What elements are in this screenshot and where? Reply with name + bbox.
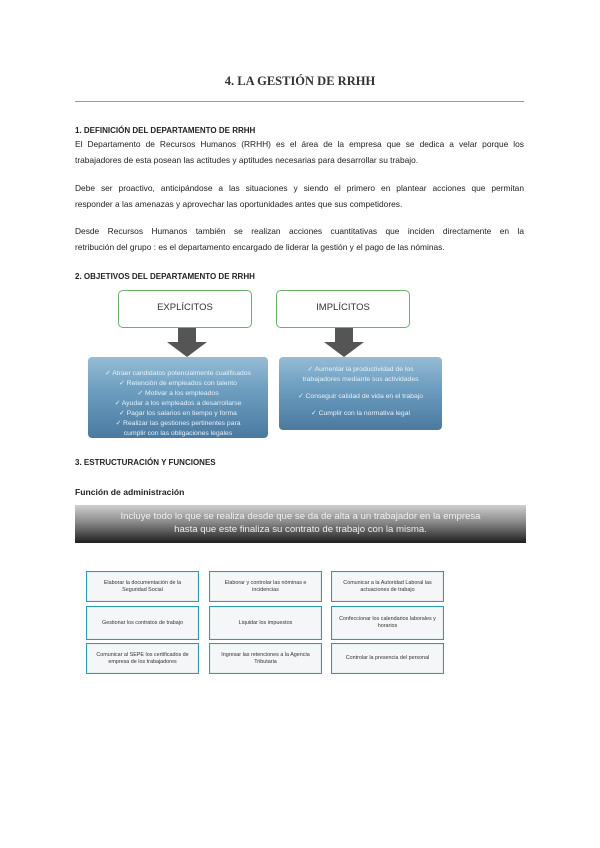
function-cell: Elaborar y controlar las nóminas e incidencias xyxy=(209,571,322,602)
function-cell: Ingresar las retenciones a la Agencia Tributaria xyxy=(209,643,322,674)
paragraph-proactive xyxy=(75,181,524,212)
list-item: ✓ Conseguir calidad de vida en el trabajo xyxy=(297,393,424,400)
list-item: ✓ Retención de empleados con talento xyxy=(119,380,237,387)
paragraph-line: retribución del grupo : es el departamento encargado de liderar la gestión y el pago de las nóminas. xyxy=(75,241,445,252)
list-item: cumplir con las obligaciones legales xyxy=(123,430,233,437)
function-cell: Comunicar a la Autoridad Laboral las actuaciones de trabajo xyxy=(331,571,444,602)
down-arrow-icon xyxy=(322,328,366,358)
administration-banner xyxy=(75,505,526,543)
list-item: ✓ Atraer candidatos potencialmente cualificados xyxy=(105,370,251,377)
paragraph-line: El Departamento de Recursos Humanos (RRHH) es el área de la empresa que se dedica a velar porque los xyxy=(75,139,524,149)
subheading-administration: Función de administración xyxy=(75,487,185,497)
list-item: ✓ Pagar los salarios en tiempo y forma xyxy=(119,410,237,417)
page-title: 4. LA GESTIÓN DE RRHH xyxy=(224,74,376,88)
list-item: ✓ Cumplir con la normativa legal xyxy=(310,410,410,417)
function-cell: Elaborar la documentación de la Seguridad Social xyxy=(86,571,199,602)
list-item: ✓ Motivar a los empleados xyxy=(137,390,219,397)
function-cell: Comunicar al SEPE los certificados de empresa de los trabajadores xyxy=(86,643,199,674)
explicit-objectives-list xyxy=(88,357,268,438)
function-cell: Gestionar los contratos de trabajo xyxy=(86,606,199,640)
down-arrow-icon xyxy=(165,328,209,358)
banner-line: Incluye todo lo que se realiza desde que se da de alta a un trabajador en la empresa xyxy=(120,511,481,522)
list-item: ✓ Realizar las gestiones pertinentes para xyxy=(115,420,241,427)
paragraph-line: responder a las amenazas y aprovechar las oportunidades antes que sus competidores. xyxy=(75,198,403,209)
paragraph-line: trabajadores de esta posean las actitudes y aptitudes necesarias para desarrollar su trabajo. xyxy=(75,154,419,165)
section-heading-structure: 3. ESTRUCTURACIÓN Y FUNCIONES xyxy=(75,458,216,467)
paragraph-line: Debe ser proactivo, anticipándose a las situaciones y siendo el primero en plantear acciones que permitan xyxy=(75,183,524,193)
function-cell: Confeccionar los calendarios laborales y horarios xyxy=(331,606,444,640)
implicit-objectives-list xyxy=(279,357,442,430)
paragraph-quantitative xyxy=(75,224,524,255)
paragraph-line: Desde Recursos Humanos también se realizan acciones cuantitativas que inciden directamente en la xyxy=(75,226,524,236)
list-item: ✓ Ayudar a los empleados a desarrollarse xyxy=(114,400,242,407)
title-divider xyxy=(75,101,524,102)
explicit-objectives-box: EXPLÍCITOS xyxy=(118,290,252,328)
section-heading-objectives: 2. OBJETIVOS DEL DEPARTAMENTO DE RRHH xyxy=(75,272,255,281)
implicit-objectives-box: IMPLÍCITOS xyxy=(276,290,410,328)
paragraph-definition xyxy=(75,137,524,168)
section-heading-definition: 1. DEFINICIÓN DEL DEPARTAMENTO DE RRHH xyxy=(75,126,256,135)
function-cell: Liquidar los impuestos xyxy=(209,606,322,640)
banner-line: hasta que este finaliza su contrato de trabajo con la misma. xyxy=(174,524,427,535)
function-cell: Controlar la presencia del personal xyxy=(331,643,444,674)
list-item: ✓ Aumentar la productividad de los xyxy=(307,366,414,373)
list-item: trabajadores mediante sus actividades xyxy=(302,376,419,383)
